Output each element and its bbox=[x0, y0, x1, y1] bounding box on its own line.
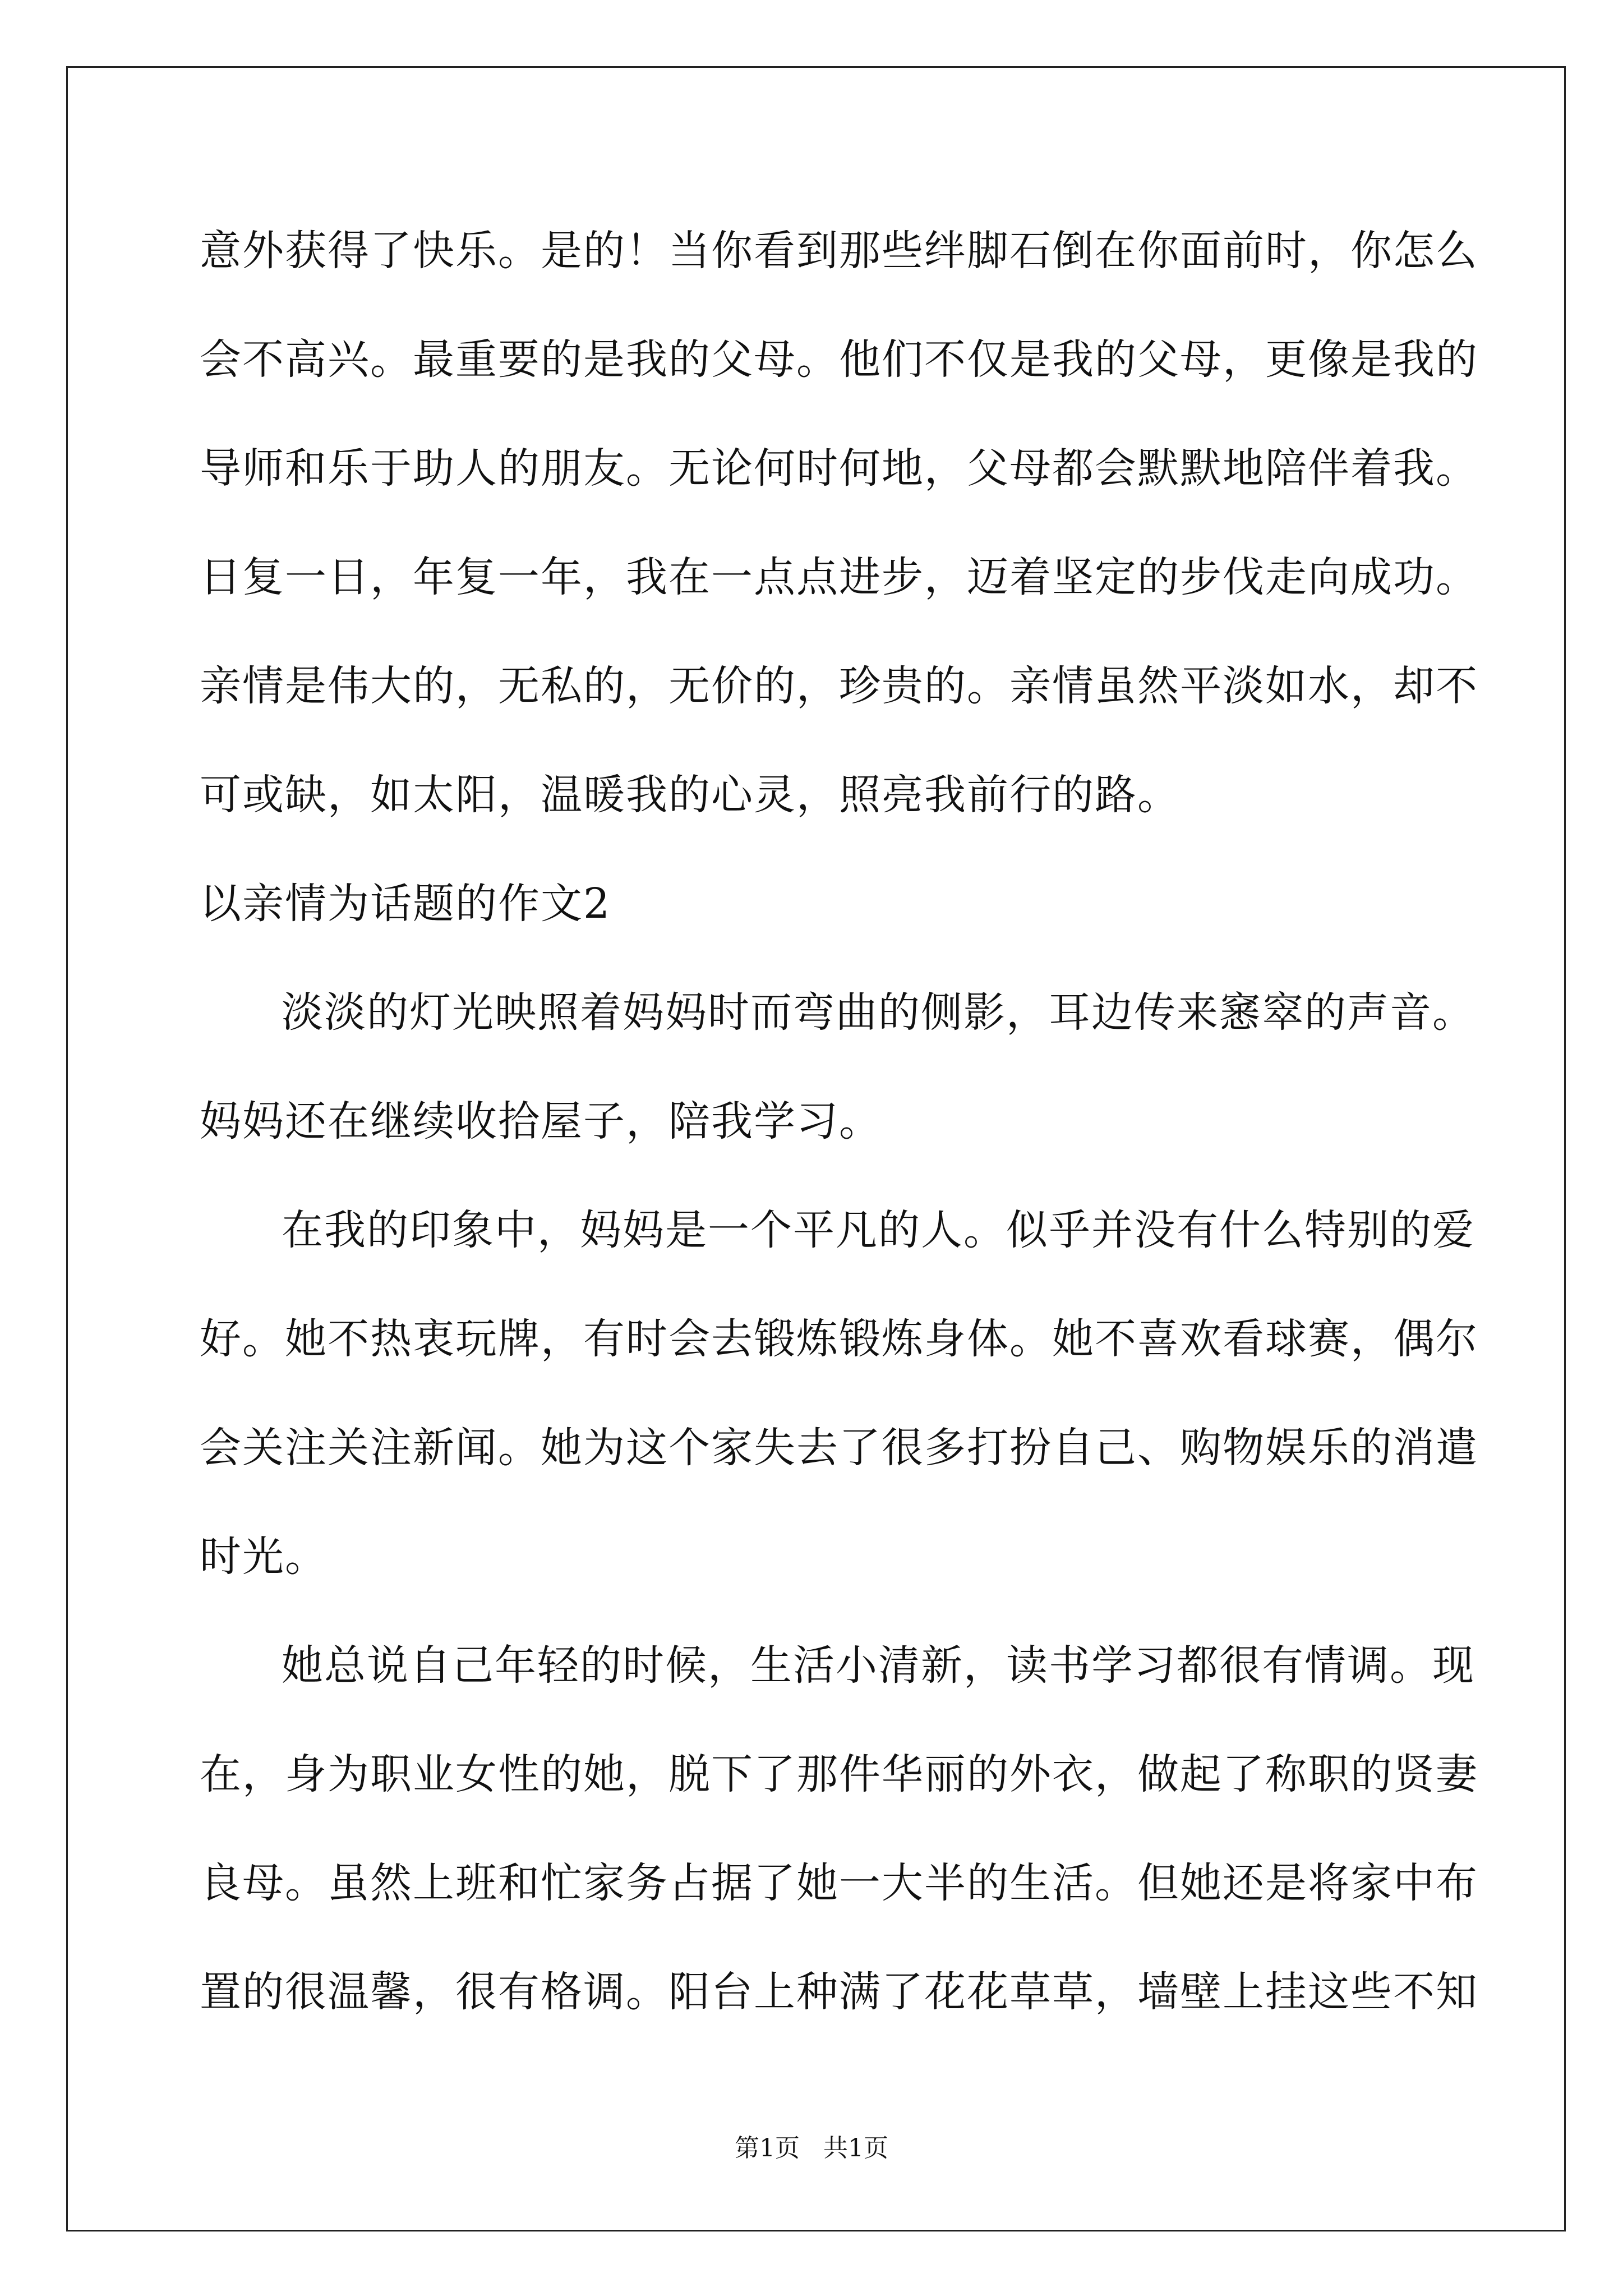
text-line: 好。她不热衷玩牌，有时会去锻炼锻炼身体。她不喜欢看球赛，偶尔 bbox=[200, 1315, 1478, 1363]
text-line: 日复一日，年复一年，我在一点点进步，迈着坚定的步伐走向成功。 bbox=[200, 553, 1478, 601]
text-line: 导师和乐于助人的朋友。无论何时何地，父母都会默默地陪伴着我。 bbox=[200, 444, 1478, 493]
text-line: 时光。 bbox=[200, 1533, 328, 1581]
text-line: 在我的印象中，妈妈是一个平凡的人。似乎并没有什么特别的爱 bbox=[282, 1206, 1475, 1254]
text-line: 淡淡的灯光映照着妈妈时而弯曲的侧影，耳边传来窸窣的声音。 bbox=[282, 988, 1475, 1037]
text-line: 置的很温馨，很有格调。阳台上种满了花花草草，墙壁上挂这些不知 bbox=[200, 1968, 1478, 2016]
text-line: 意外获得了快乐。是的！当你看到那些绊脚石倒在你面前时，你怎么 bbox=[200, 227, 1478, 275]
text-line: 会不高兴。最重要的是我的父母。他们不仅是我的父母，更像是我的 bbox=[200, 335, 1478, 384]
text-line: 良母。虽然上班和忙家务占据了她一大半的生活。但她还是将家中布 bbox=[200, 1859, 1478, 1907]
text-line: 会关注关注新闻。她为这个家失去了很多打扮自己、购物娱乐的消遣 bbox=[200, 1424, 1478, 1472]
text-line: 可或缺，如太阳，温暖我的心灵，照亮我前行的路。 bbox=[200, 771, 1180, 819]
section-heading: 以亲情为话题的作文2 bbox=[200, 880, 611, 928]
page-footer: 第1页 共1页 bbox=[735, 2134, 888, 2162]
text-line: 妈妈还在继续收拾屋子，陪我学习。 bbox=[200, 1097, 882, 1145]
text-line: 她总说自己年轻的时候，生活小清新，读书学习都很有情调。现 bbox=[282, 1641, 1475, 1690]
text-line: 在，身为职业女性的她，脱下了那件华丽的外衣，做起了称职的贤妻 bbox=[200, 1750, 1478, 1798]
text-line: 亲情是伟大的，无私的，无价的，珍贵的。亲情虽然平淡如水，却不 bbox=[200, 662, 1478, 710]
